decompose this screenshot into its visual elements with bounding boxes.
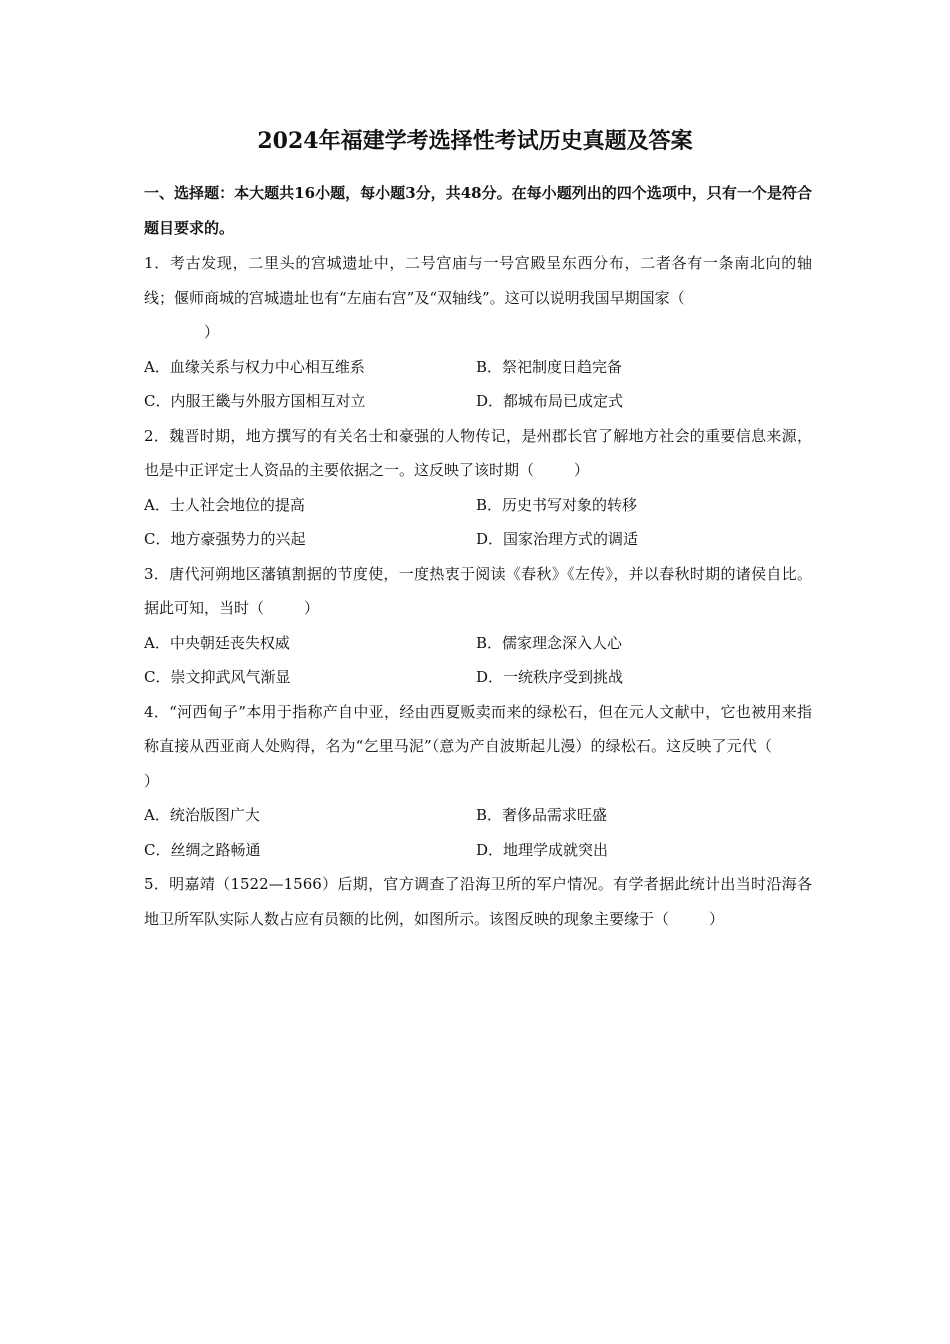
question-1 (144, 246, 812, 419)
options-row (144, 626, 812, 661)
section-heading: 一、选择题：本大题共16小题，每小题3分，共48分。在每小题列出的四个选项中，只有一个是符合题目要求的。 (144, 184, 812, 237)
question-stem (144, 419, 812, 488)
option-c: C．丝绸之路畅通 (144, 840, 261, 859)
options-row (144, 488, 812, 523)
question-stem-end: ） (709, 909, 725, 928)
option-a: A．中央朝廷丧失权威 (144, 633, 290, 652)
question-stem-text: 2．魏晋时期，地方撰写的有关名士和豪强的人物传记，是州郡长官了解地方社会的重要信息来源，也是中正评定士人资品的主要依据之一。这反映了该时期（ (144, 426, 812, 479)
option-b: B．历史书写对象的转移 (476, 495, 638, 514)
question-4 (144, 695, 812, 868)
question-stem (144, 695, 812, 799)
question-stem (144, 557, 812, 626)
options-row (144, 798, 812, 833)
options-row (144, 833, 812, 868)
option-d: D．国家治理方式的调适 (476, 530, 639, 548)
option-b: B．奢侈品需求旺盛 (476, 806, 608, 824)
question-5 (144, 867, 812, 936)
document-body (144, 176, 812, 936)
question-stem-text: 5．明嘉靖（1522—1566）后期，官方调查了沿海卫所的军户情况。有学者据此统计出当时沿海各地卫所军队实际人数占应有员额的比例，如图所示。该图反映的现象主要缘于（ (144, 875, 812, 928)
question-stem (144, 867, 812, 936)
option-a: A．血缘关系与权力中心相互维系 (144, 357, 365, 376)
question-3 (144, 557, 812, 695)
question-stem-text: 3．唐代河朔地区藩镇割据的节度使，一度热衷于阅读《春秋》《左传》，并以春秋时期的诸侯自比。据此可知，当时（ (144, 564, 812, 617)
question-stem-end: ） (304, 599, 320, 617)
option-a: A．士人社会地位的提高 (144, 495, 305, 514)
option-c: C．地方豪强势力的兴起 (144, 530, 306, 548)
options-row (144, 522, 812, 557)
options-row (144, 660, 812, 695)
option-d: D．一统秩序受到挑战 (476, 668, 624, 686)
question-stem (144, 246, 812, 350)
option-b: B．祭祀制度日趋完备 (476, 357, 623, 376)
option-c: C．内服王畿与外服方国相互对立 (144, 392, 366, 410)
option-d: D．地理学成就突出 (476, 840, 609, 859)
options-row (144, 350, 812, 385)
option-b: B．儒家理念深入人心 (476, 633, 623, 652)
question-2 (144, 419, 812, 557)
question-stem-text: 1．考古发现，二里头的宫城遗址中，二号宫庙与一号宫殿呈东西分布，二者各有一条南北向的轴线；偃师商城的宫城遗址也有“左庙右宫”及“双轴线”。这可以说明我国早期国家（ (144, 254, 812, 307)
question-stem-text: 4．“河西甸子”本用于指称产自中亚，经由西夏贩卖而来的绿松石，但在元人文献中，它也被用来指称直接从西亚商人处购得，名为“乞里马泥”（意为产自波斯起儿漫）的绿松石。这反映了元代（ (144, 702, 812, 755)
options-row (144, 384, 812, 419)
option-d: D．都城布局已成定式 (476, 392, 624, 410)
question-stem-end: ） (144, 771, 160, 790)
option-c: C．崇文抑武风气渐显 (144, 668, 291, 686)
document-title: 2024年福建学考选择性考试历史真题及答案 (257, 128, 693, 154)
option-a: A．统治版图广大 (144, 806, 260, 824)
question-stem-end: ） (574, 461, 590, 479)
question-stem-end: ） (204, 323, 220, 341)
